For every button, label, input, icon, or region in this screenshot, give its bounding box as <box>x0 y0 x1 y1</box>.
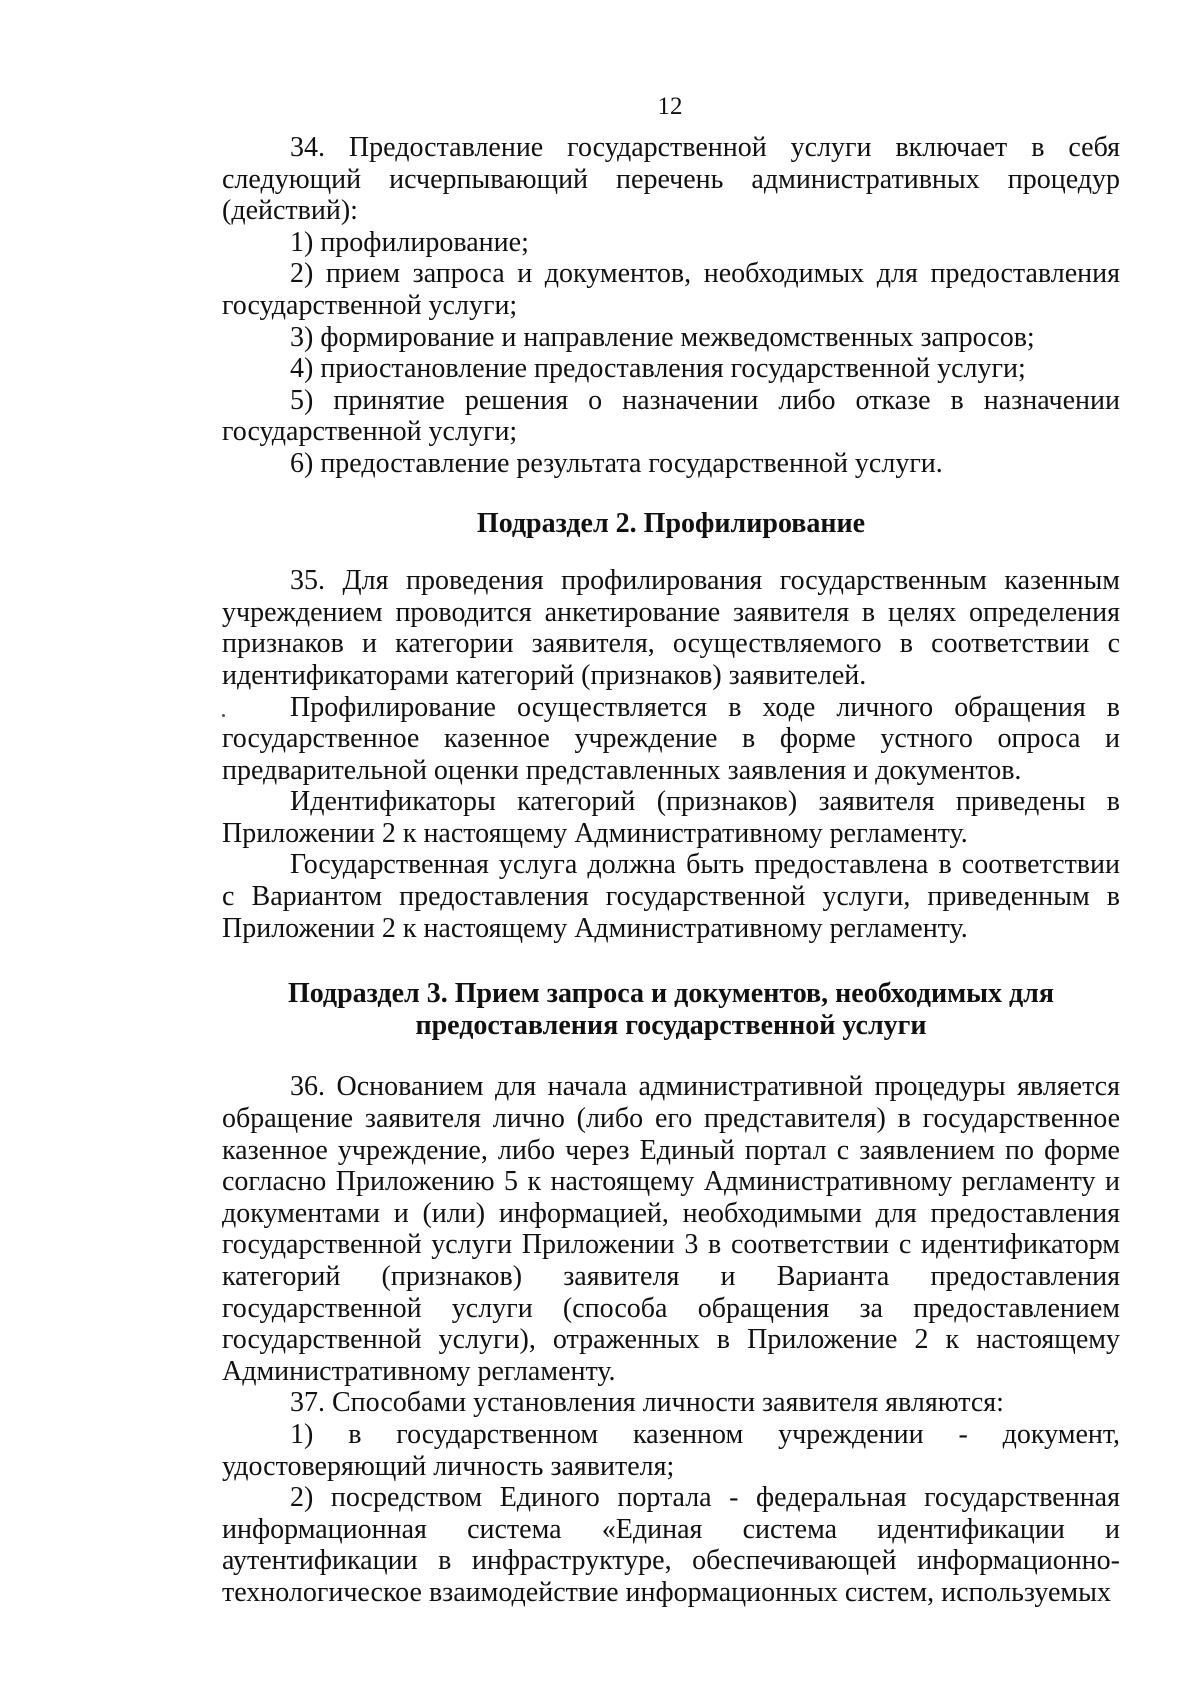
page-number: 12 <box>657 93 683 120</box>
list-item-6: 6) предоставление результата государственной услуги. <box>290 447 943 479</box>
paragraph-variant: Государственная услуга должна быть предоставлена в соответствии с Вариантом предоставления государственной услуги, приведенным в Приложении 2 к настоящему Административному регламенту. <box>222 849 1120 944</box>
paragraph-profiling: Профилирование осуществляется в ходе личного обращения в государственное казенное учреждение в форме устного опроса и предварительной оценки представленных заявления и документов. <box>222 691 1120 786</box>
paragraph-34: 34. Предоставление государственной услуги включает в себя следующий исчерпывающий перечень административных процедур (действий): <box>222 132 1120 227</box>
paragraph-36: 36. Основанием для начала административной процедуры является обращение заявителя лично (либо его представителя) в государственное казенное учреждение, либо через Единый портал с заявлением по форме согласно Приложению 5 к настоящему Административному регламенту и документами и (или) информацией, необходимыми для предоставления государственной услуги Приложении 3 в соответствии с идентификаторм категорий (признаков) заявителя и Варианта предоставления государственной услуги (способа обращения за предоставлением государственной услуги), отраженных в Приложение 2 к настоящему Административному регламенту. <box>222 1071 1120 1387</box>
list-item-2: 2) прием запроса и документов, необходимых для предоставления государственной услуги; <box>222 258 1120 321</box>
document-body <box>222 132 1120 1609</box>
paragraph-35: 35. Для проведения профилирования государственным казенным учреждением проводится анкетирование заявителя в целях определения признаков и категории заявителя, осуществляемого в соответствии с идентификаторами категорий (признаков) заявителей. <box>222 565 1120 691</box>
list-item-1: 1) профилирование; <box>290 226 529 258</box>
subsection-3-heading-line-1: Подраздел 3. Прием запроса и документов, необходимых для <box>287 978 1055 1010</box>
list-item-3: 3) формирование и направление межведомственных запросов; <box>290 321 1035 353</box>
subsection-3-heading <box>222 978 1120 1041</box>
list-item-5: 5) принятие решения о назначении либо отказе в назначении государственной услуги; <box>222 384 1120 448</box>
list-item-37-2: 2) посредством Единого портала - федеральная государственная информационная система «Единая система идентификации и аутентификации в инфраструктуре, обеспечивающей информационно-технологическое взаимодействие информационных систем, используемых <box>222 1482 1120 1608</box>
list-item-37-1: 1) в государственном казенном учреждении - документ, удостоверяющий личность заявителя; <box>222 1418 1120 1482</box>
subsection-2-heading: Подраздел 2. Профилирование <box>476 507 866 539</box>
list-item-4: 4) приостановление предоставления государственной услуги; <box>290 353 1026 385</box>
paragraph-37: 37. Способами установления личности заявителя являются: <box>290 1387 1004 1419</box>
paragraph-identifiers: Идентификаторы категорий (признаков) заявителя приведены в Приложении 2 к настоящему Административному регламенту. <box>222 786 1120 849</box>
subsection-3-heading-line-2: предоставления государственной услуги <box>415 1009 927 1041</box>
